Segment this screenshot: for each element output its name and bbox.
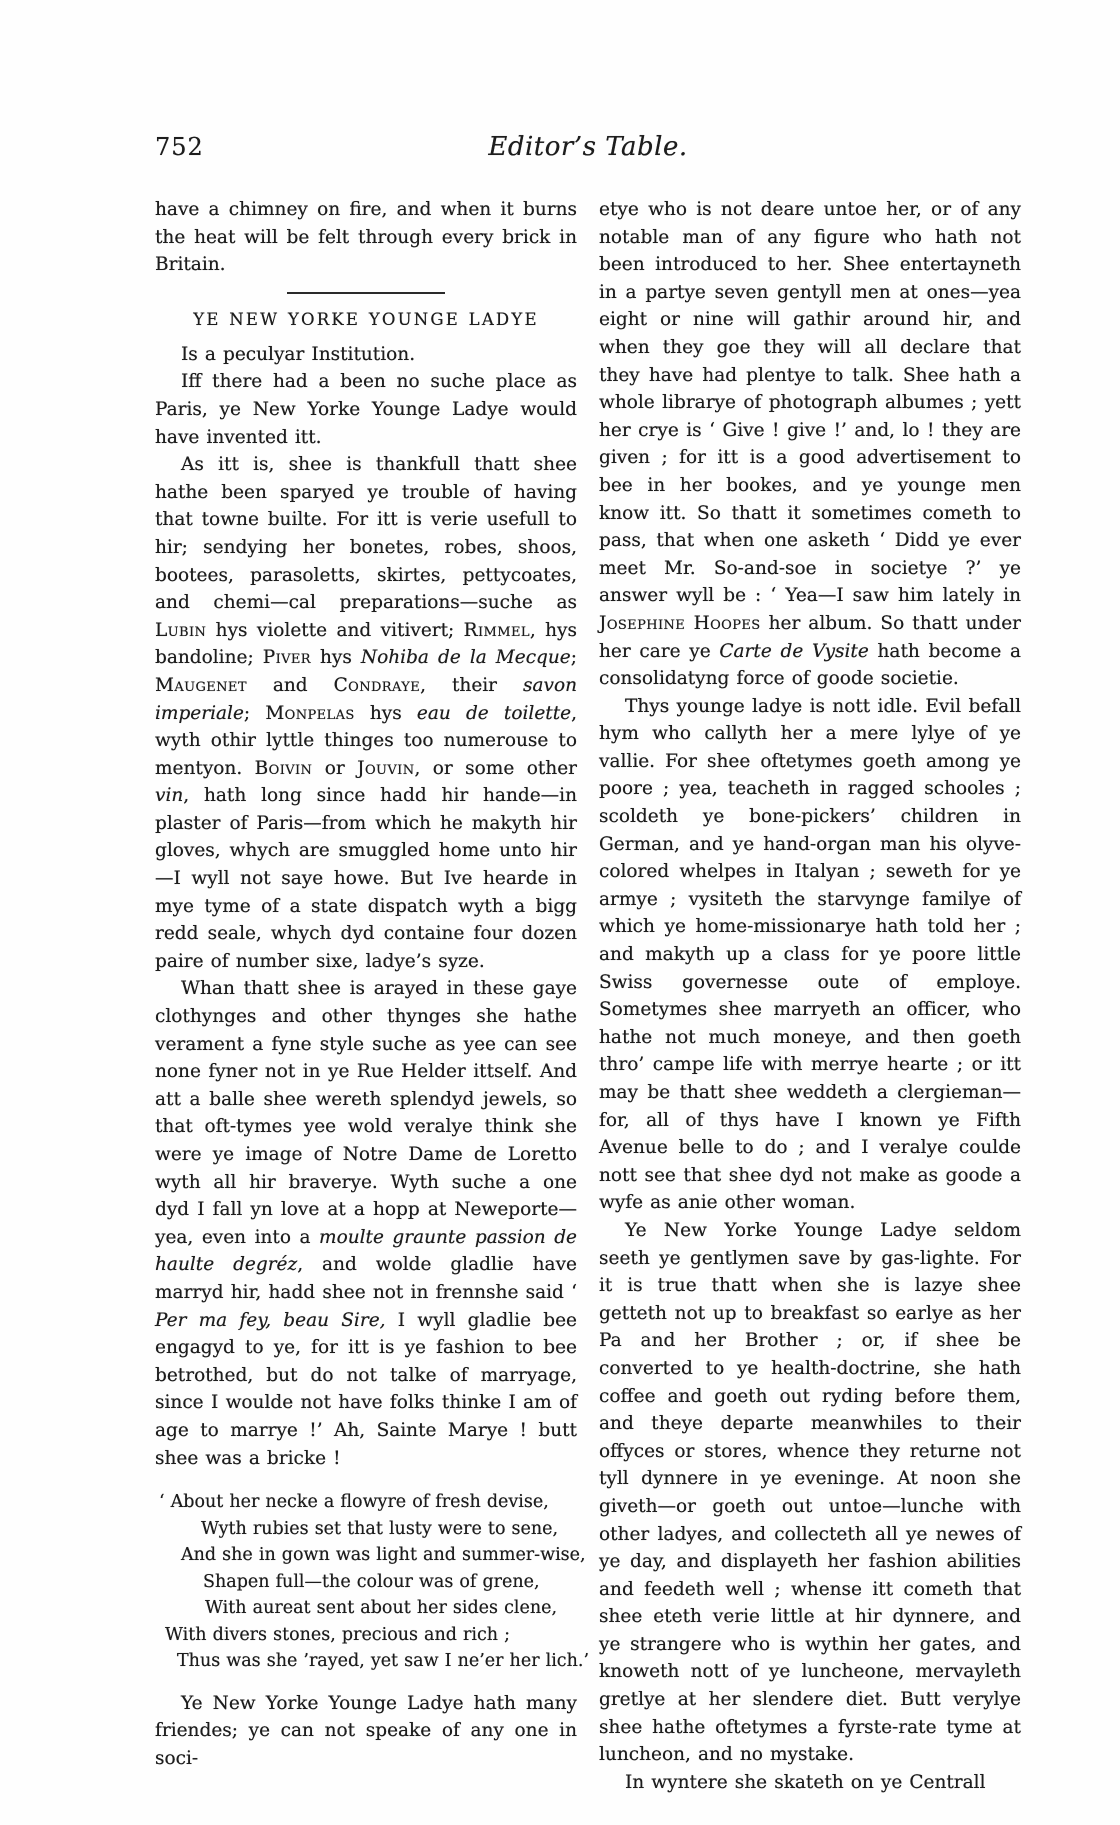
section-heading: YE NEW YORKE YOUNGE LADYE [193,309,539,329]
small-caps-name: Monpelas [265,702,355,724]
small-caps-name: Lubin [155,619,207,641]
text-run: , or some other [414,757,577,779]
right-column [599,196,1021,1796]
text-run: , their [420,674,523,696]
small-caps-name: Boivin [254,757,313,779]
poem-line: Wyth rubies set that lusty were to sene, [201,1518,559,1539]
text-columns [155,196,1021,1796]
small-caps-name: Rimmel [463,619,530,641]
text-run: hys violette and vitivert; [206,619,464,641]
paragraph [599,196,1021,693]
paragraph [155,341,577,369]
italic-phrase: Nohiba de la Mecque [360,647,571,669]
text-run: Whan thatt shee is arayed in these gaye clothynges and other thynges she hathe verament a fyne style suche as yee can see none fyner not in ye Rue Helder ittself. And att a balle shee wereth splendyd jewels, so that oft-tymes yee wold veralye think she were ye image of Notre Dame de Loretto wyth all hir braverye. Wyth suche a one dyd I fall yn love at a hopp at Neweporte—yea, even into a [155,978,577,1248]
paragraph [155,975,577,1472]
paragraph [599,1769,1021,1797]
italic-phrase: moulte graunte passion de haulte degréz [155,1226,577,1276]
paragraph [599,693,1021,1217]
running-title: Editor’s Table. [488,132,688,162]
text-run: , wyth othir lyttle thinges too numerouse to mentyon. [155,702,577,779]
text-run: Thys younge ladye is nott idle. Evil befall hym who callyth her a mere lylye of ye vallie. For shee oftetymes goeth among ye poore ; yea, teacheth in ragged schooles ; scoldeth ye bone-pickers’ children in German, and ye hand-organ man his olyve-colored whelpes in Italyan ; seweth for ye armye ; vysiteth the starvynge familye of which ye home-missionarye hath told her ; and makyth up a class for ye poore little Swiss governesse oute of employe. Sometymes shee marryeth an officer, who hathe not much moneye, and then goeth thro’ campe life with merrye hearte ; or itt may be thatt shee weddeth a clergieman—for, all of thys have I known ye Fifth Avenue belle to do ; and I veralye coulde nott see that shee dyd not make as goode a wyfe as anie other woman. [599,695,1021,1214]
italic-phrase: Per ma fey, beau Sire, [155,1309,386,1331]
text-run: hys [310,647,361,669]
page-number: 752 [155,133,204,161]
poem-line: ‘ About her necke a flowyre of fresh devise, [159,1492,549,1513]
text-run: , hys bandoline; [155,619,577,669]
text-run: In wyntere she skateth on ye Centrall [625,1771,986,1793]
text-run: Iff there had a been no suche place as Paris, ye New Yorke Younge Ladye would have invented itt. [155,371,577,448]
text-run: or [312,757,358,779]
small-caps-name: Jouvin [357,757,415,779]
text-run: have a chimney on fire, and when it burns the heat will be felt through every brick in Britain. [155,199,577,276]
text-run: , and wolde gladlie have marryd hir, hadd shee not in frennshe said ‘ [155,1254,577,1303]
poem-line: With aureat sent about her sides clene, [205,1598,558,1619]
poem-line: And she in gown was light and summer-wise, [181,1545,586,1566]
paragraph [155,451,577,975]
text-run: Is a peculyar Institution. [181,343,416,365]
small-caps-name: Josephine Hoopes [599,612,761,634]
page-content [155,132,1021,1796]
text-run: and [246,674,334,696]
italic-phrase: Carte de Vysite [719,640,869,662]
paragraph [599,1217,1021,1769]
text-run: her album. So thatt under her care ye [599,612,1021,662]
section-divider [287,292,445,294]
small-caps-name: Condraye [333,674,421,696]
paragraph [155,368,577,451]
poem-stanza [155,1489,590,1675]
text-run: hys [354,702,417,724]
poem-line: With divers stones, precious and rich ; [165,1624,511,1645]
text-run: I wyll gladlie bee engagyd to ye, for itt is ye fashion to bee betrothed, but do not talke of marryage, since I woulde not have folks thinke I am of age to marrye !’ Ah, Sainte Marye ! butt shee was a bricke ! [155,1309,577,1469]
text-run: Ye New Yorke Younge Ladye seldom seeth ye gentlymen save by gas-lighte. For it is true thatt when she is lazye shee getteth not up to breakfast so earlye as her Pa and her Brother ; or, if shee be converted to ye health-doctrine, she hath coffee and goeth out ryding before them, and theye departe meanwhiles to their offyces or stores, whence they returne not tyll dynnere in ye eveninge. At noon she giveth—or goeth out untoe—lunche with other ladyes, and collecteth all ye newes of ye day, and displayeth her fashion abilities and feedeth well ; whense itt cometh that shee eteth verie little at hir dynnere, and ye strangere who is wythin her gates, and knoweth nott of ye luncheone, mervayleth gretlye at her slendere diet. Butt verylye shee hathe oftetymes a fyrste-rate tyme at luncheon, and no mystake. [599,1219,1021,1766]
small-caps-name: Maugenet [155,674,247,696]
small-caps-name: Piver [262,647,311,669]
text-run: etye who is not deare untoe her, or of any notable man of any figure who hath not been introduced to her. Shee entertayneth in a partye seven gentyll men at ones—yea eight or nine will gathir around hir, and when they goe they will all declare that they have had plentye to talk. Shee hath a whole librarye of photograph albumes ; yett her crye is ‘ Give ! give !’ and, lo ! they are given ; for itt is a good advertisement to bee in her bookes, and ye younge men know itt. So thatt it sometimes cometh to pass, that when one asketh ‘ Didd ye ever meet Mr. So-and-soe in societye ?’ ye answer wyll be : ‘ Yea—I saw him lately in [599,199,1021,607]
text-run: ; [570,647,577,669]
italic-phrase: savon imperiale [155,674,577,724]
page-header [155,132,1021,162]
text-run: , hath long since hadd hir hande—in plaster of Paris—from which he makyth hir gloves, whych are smuggled home unto hir—I wyll not saye howe. But Ive hearde in mye tyme of a state dispatch wyth a bigg redd seale, whych dyd containe four dozen paire of number sixe, ladye’s syze. [155,785,577,972]
poem-line: Shapen full—the colour was of grene, [203,1571,540,1592]
text-run: ; [243,702,266,724]
paragraph [155,196,577,279]
italic-phrase: eau de toilette [416,702,572,724]
text-run: As itt is, shee is thankfull thatt shee hathe been sparyed ye trouble of having that towne builte. For itt is verie usefull to hir; sendying her bonetes, robes, shoos, bootees, parasoletts, skirtes, pettycoates, and chemi—cal preparations—suche as [155,454,577,614]
text-run: Ye New Yorke Younge Ladye hath many friendes; ye can not speake of any one in soci- [155,1692,577,1769]
poem-line: Thus was she ’rayed, yet saw I ne’er her lich.’ [177,1651,590,1672]
italic-phrase: vin [155,785,184,807]
text-run: hath become a consolidatyng force of goode societie. [599,640,1022,690]
left-column [155,196,590,1796]
paragraph [155,1690,577,1773]
